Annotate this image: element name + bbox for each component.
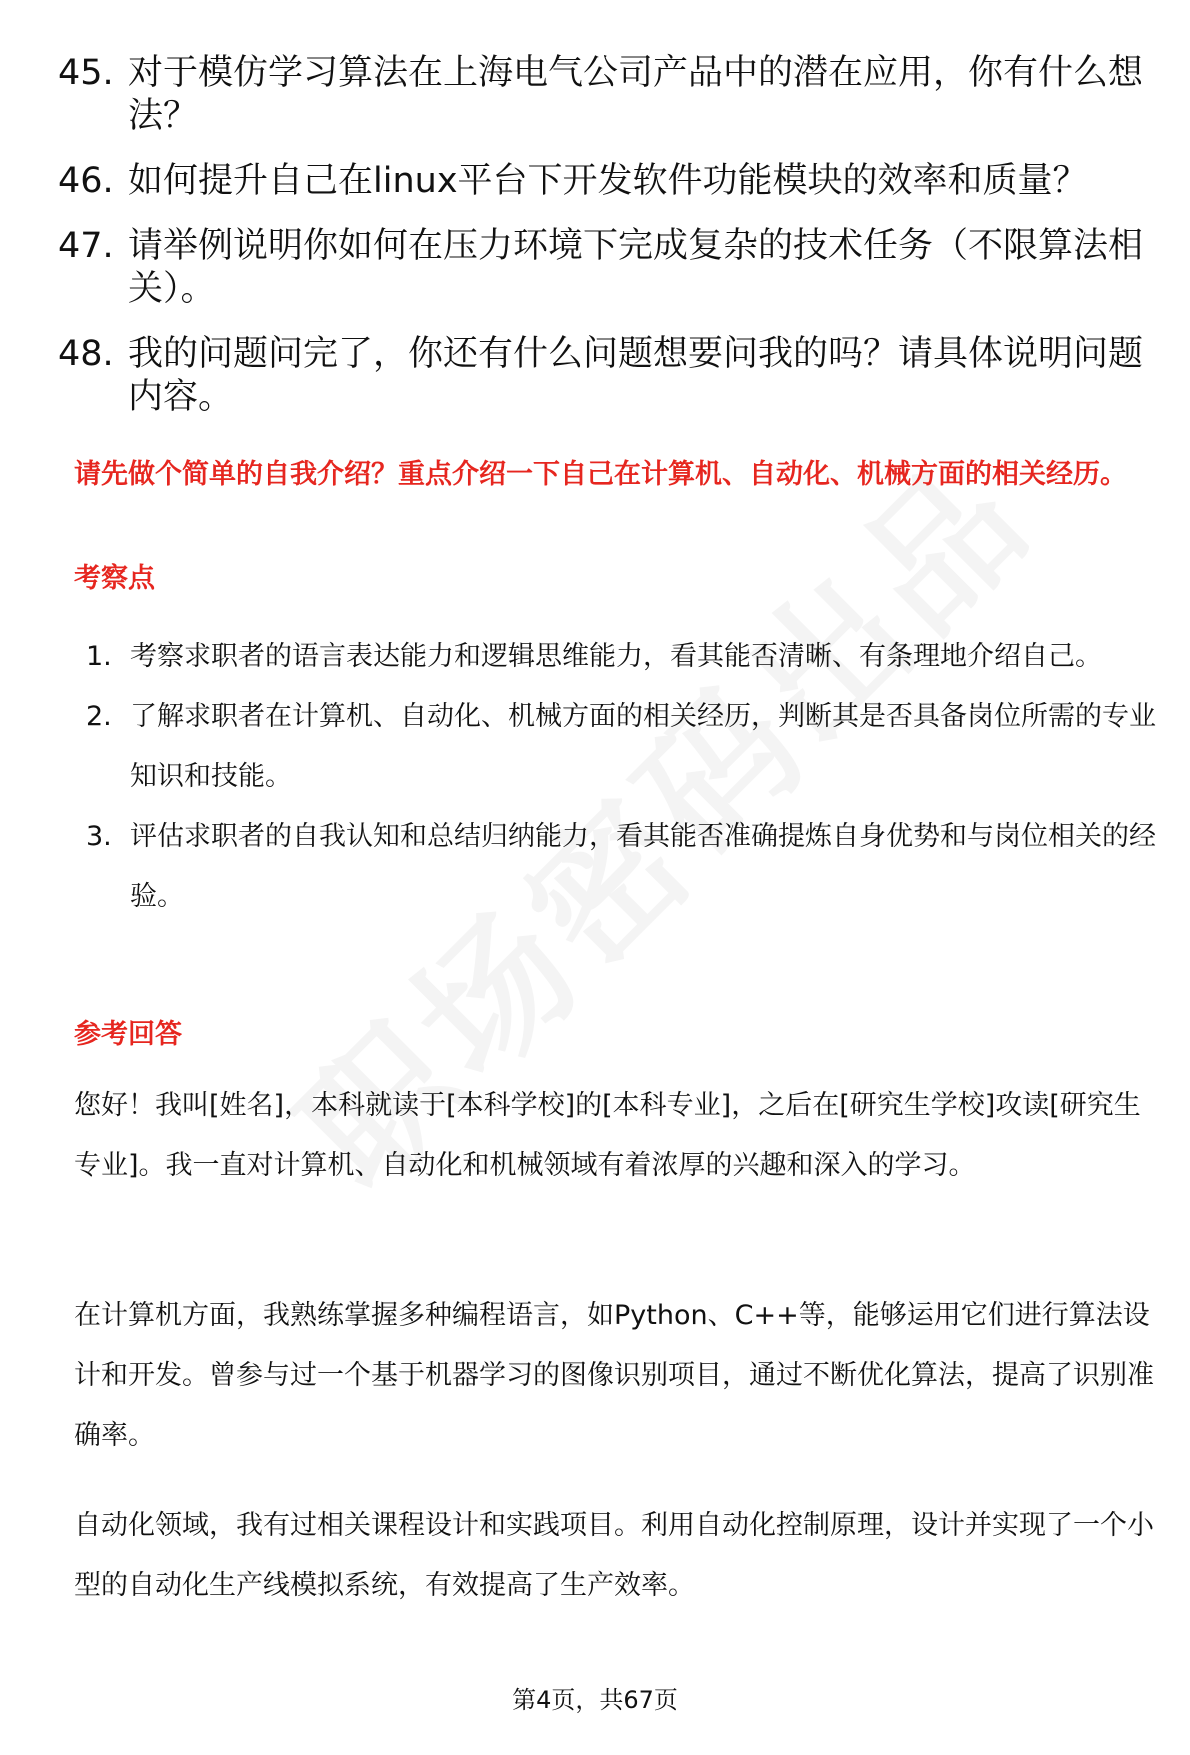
examine-point (86, 627, 1166, 687)
point-text: 评估求职者的自我认知和总结归纳能力，看其能否准确提炼自身优势和与岗位相关的经验。 (130, 821, 1156, 912)
answer-heading: 参考回答 (74, 1019, 182, 1050)
examine-heading: 考察点 (74, 563, 155, 594)
section-question-heading: 请先做个简单的自我介绍？重点介绍一下自己在计算机、自动化、机械方面的相关经历。 (74, 459, 1127, 490)
question-item (58, 225, 1158, 311)
examine-point (86, 807, 1166, 927)
examine-point-list (86, 627, 1166, 927)
answer-paragraph: 您好！我叫[姓名]，本科就读于[本科学校]的[本科专业]，之后在[研究生学校]攻读[研究生专业]。我一直对计算机、自动化和机械领域有着浓厚的兴趣和深入的学习。 (74, 1090, 1141, 1181)
point-number: 1. (86, 641, 112, 672)
point-number: 2. (86, 701, 112, 732)
question-number: 46. (58, 161, 114, 201)
question-text: 对于模仿学习算法在上海电气公司产品中的潜在应用，你有什么想法？ (128, 53, 1144, 136)
question-number: 45. (58, 53, 114, 93)
question-item (58, 160, 1158, 203)
question-text: 如何提升自己在linux平台下开发软件功能模块的效率和质量？ (128, 161, 1088, 201)
question-item (58, 52, 1158, 138)
point-text: 了解求职者在计算机、自动化、机械方面的相关经历，判断其是否具备岗位所需的专业知识和技能。 (130, 701, 1156, 792)
question-item (58, 333, 1158, 419)
page-footer: 第4页，共67页 (512, 1686, 678, 1714)
question-number: 48. (58, 334, 114, 374)
answer-paragraph: 在计算机方面，我熟练掌握多种编程语言，如Python、C++等，能够运用它们进行算法设计和开发。曾参与过一个基于机器学习的图像识别项目，通过不断优化算法，提高了识别准确率。 (74, 1300, 1154, 1451)
point-text: 考察求职者的语言表达能力和逻辑思维能力，看其能否清晰、有条理地介绍自己。 (130, 641, 1102, 672)
question-number: 47. (58, 226, 114, 266)
question-text: 我的问题问完了，你还有什么问题想要问我的吗？请具体说明问题内容。 (128, 334, 1144, 417)
examine-point (86, 687, 1166, 807)
question-list (58, 52, 1158, 441)
question-text: 请举例说明你如何在压力环境下完成复杂的技术任务（不限算法相关）。 (128, 226, 1144, 309)
answer-paragraph: 自动化领域，我有过相关课程设计和实践项目。利用自动化控制原理，设计并实现了一个小型的自动化生产线模拟系统，有效提高了生产效率。 (74, 1510, 1154, 1601)
point-number: 3. (86, 821, 112, 852)
